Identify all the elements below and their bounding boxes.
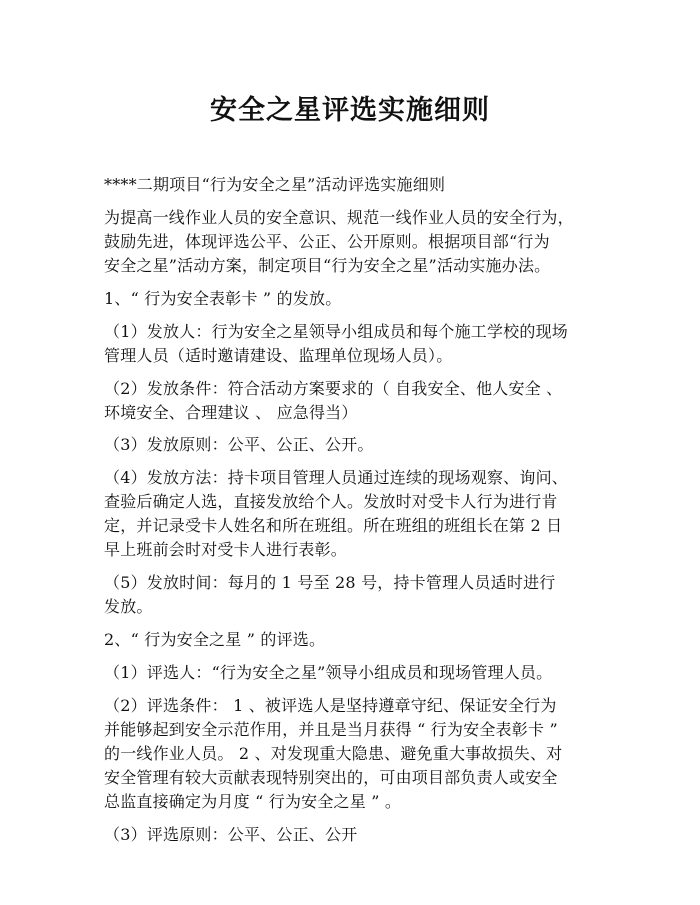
paragraph-line: 安全之星”活动方案，制定项目“行为安全之星”活动实施办法。	[104, 256, 551, 275]
paragraph-line: （2）评选条件： 1 、被评选人是坚持遵章守纪、保证安全行为	[104, 696, 557, 715]
paragraph-line: 的一线作业人员。 2 、对发现重大隐患、避免重大事故损失、对	[104, 744, 563, 763]
section-heading: 1、“ 行为安全表彰卡 ” 的发放。	[104, 289, 342, 308]
paragraph-line: （3）评选原则：公平、公正、公开	[104, 825, 358, 844]
paragraph-line: （3）发放原则：公平、公正、公开。	[104, 435, 374, 454]
paragraph-line: 早上班前会时对受卡人进行表彰。	[104, 540, 348, 559]
paragraph-line: （1）发放人：行为安全之星领导小组成员和每个施工学校的现场	[104, 322, 568, 341]
paragraph-line: （2）发放条件：符合活动方案要求的（ 自我安全、他人安全 、	[104, 379, 563, 398]
subtitle-line: ****二期项目“行为安全之星”活动评选实施细则	[104, 175, 446, 194]
paragraph-line: 安全管理有较大贡献表现特别突出的，可由项目部负责人或安全	[104, 768, 558, 787]
paragraph-line: 并能够起到安全示范作用，并且是当月获得 “ 行为安全表彰卡 ”	[104, 720, 558, 739]
paragraph-line: 发放。	[104, 597, 153, 616]
paragraph-line: 总监直接确定为月度 “ 行为安全之星 ” 。	[104, 792, 402, 811]
document-title: 安全之星评选实施细则	[210, 95, 490, 126]
section-heading: 2、“ 行为安全之星 ” 的评选。	[104, 630, 326, 649]
paragraph-line: （4）发放方法：持卡项目管理人员通过连续的现场观察、询问、	[104, 468, 568, 487]
paragraph-line: 鼓励先进，体现评选公平、公正、公开原则。根据项目部“行为	[104, 232, 550, 251]
paragraph-line: 环境安全、合理建议 、 应急得当）	[104, 403, 358, 422]
paragraph-line: 为提高一线作业人员的安全意识、规范一线作业人员的安全行为，	[104, 208, 574, 227]
paragraph-line: 管理人员（适时邀请建设、监理单位现场人员）。	[104, 346, 453, 365]
paragraph-line: 查验后确定人选，直接发放给个人。发放时对受卡人行为进行肯	[104, 492, 558, 511]
paragraph-line: 定，并记录受卡人姓名和所在班组。所在班组的班组长在第 2 日	[104, 516, 563, 535]
paragraph-line: （5）发放时间：每月的 1 号至 28 号，持卡管理人员适时进行	[104, 573, 556, 592]
paragraph-line: （1）评选人：“行为安全之星”领导小组成员和现场管理人员。	[104, 663, 553, 682]
